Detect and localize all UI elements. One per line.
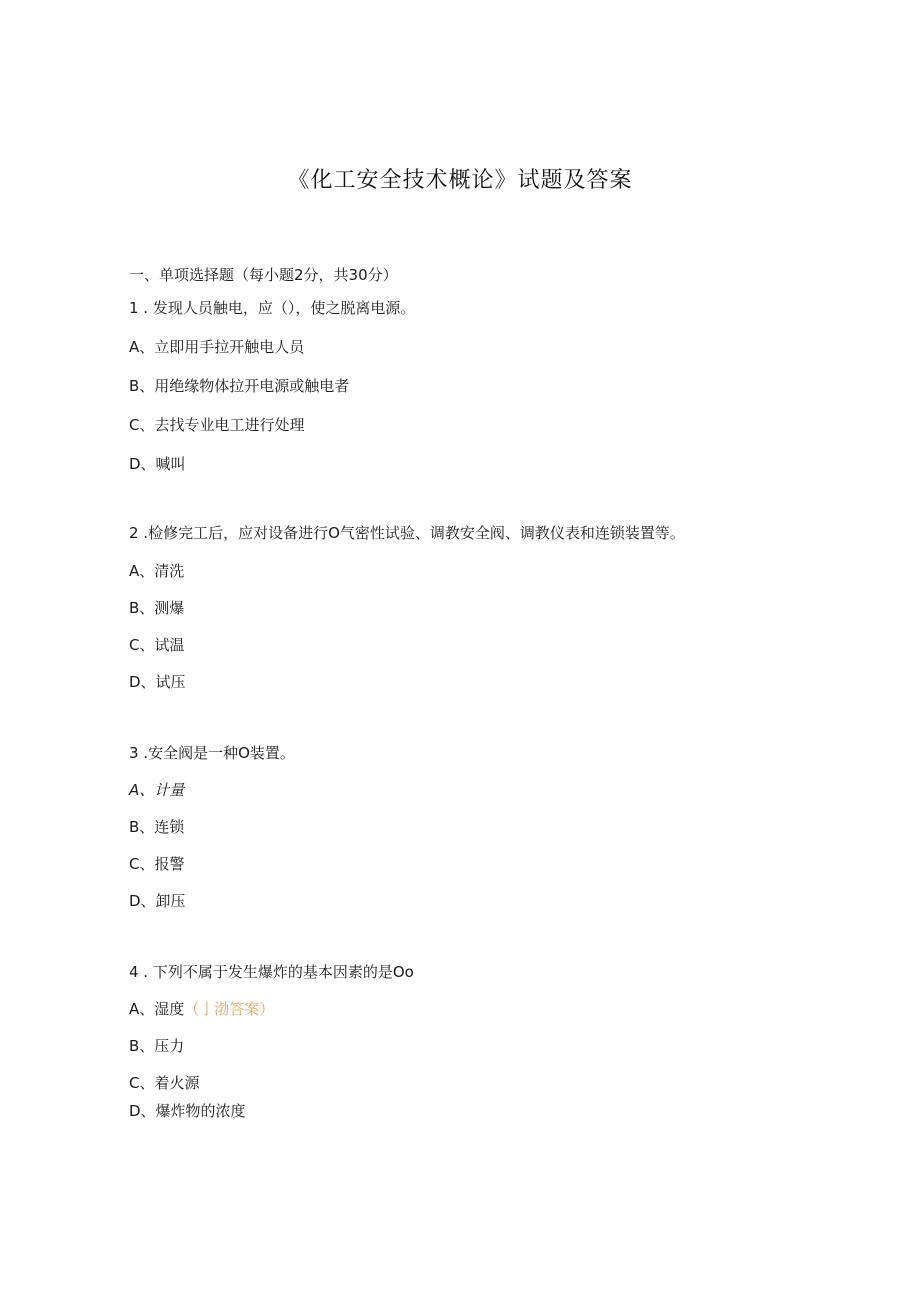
option-text: A、湿度: [129, 1000, 185, 1018]
question-4-option-c: C、着火源: [129, 1074, 200, 1092]
question-1-option-d: D、喊叫: [129, 455, 186, 473]
question-2-option-a: A、清洗: [129, 562, 185, 580]
answer-note: （亅渤答案）: [184, 1000, 275, 1018]
document-title: 《化工安全技术概论》试题及答案: [287, 168, 633, 193]
question-1-stem: 1 . 发现人员触电，应（），使之脱离电源。: [129, 299, 416, 317]
question-2-option-c: C、试温: [129, 636, 185, 654]
question-1-option-b: B、用绝缘物体拉开电源或触电者: [129, 377, 350, 395]
question-2-option-d: D、试压: [129, 673, 186, 691]
question-3-option-d: D、卸压: [129, 892, 186, 910]
question-3-stem: 3 .安全阀是一种O装置。: [129, 744, 295, 762]
question-3-option-a: A、计量: [129, 781, 185, 799]
question-2-option-b: B、测爆: [129, 599, 185, 617]
question-4-option-b: B、压力: [129, 1037, 185, 1055]
question-4-option-a: [129, 999, 274, 1019]
question-2-stem: 2 .检修完工后，应对设备进行O气密性试验、调教安全阀、调教仪表和连锁装置等。: [129, 524, 685, 542]
section-heading: 一、单项选择题（每小题2分，共30分）: [129, 266, 398, 284]
question-4-stem: 4 . 下列不属于发生爆炸的基本因素的是Oo: [129, 963, 414, 981]
question-4-option-d: D、爆炸物的浓度: [129, 1102, 246, 1120]
question-1-option-c: C、去找专业电工进行处理: [129, 416, 305, 434]
question-3-option-c: C、报警: [129, 855, 185, 873]
question-1-option-a: A、立即用手拉开触电人员: [129, 338, 305, 356]
question-3-option-b: B、连锁: [129, 818, 185, 836]
